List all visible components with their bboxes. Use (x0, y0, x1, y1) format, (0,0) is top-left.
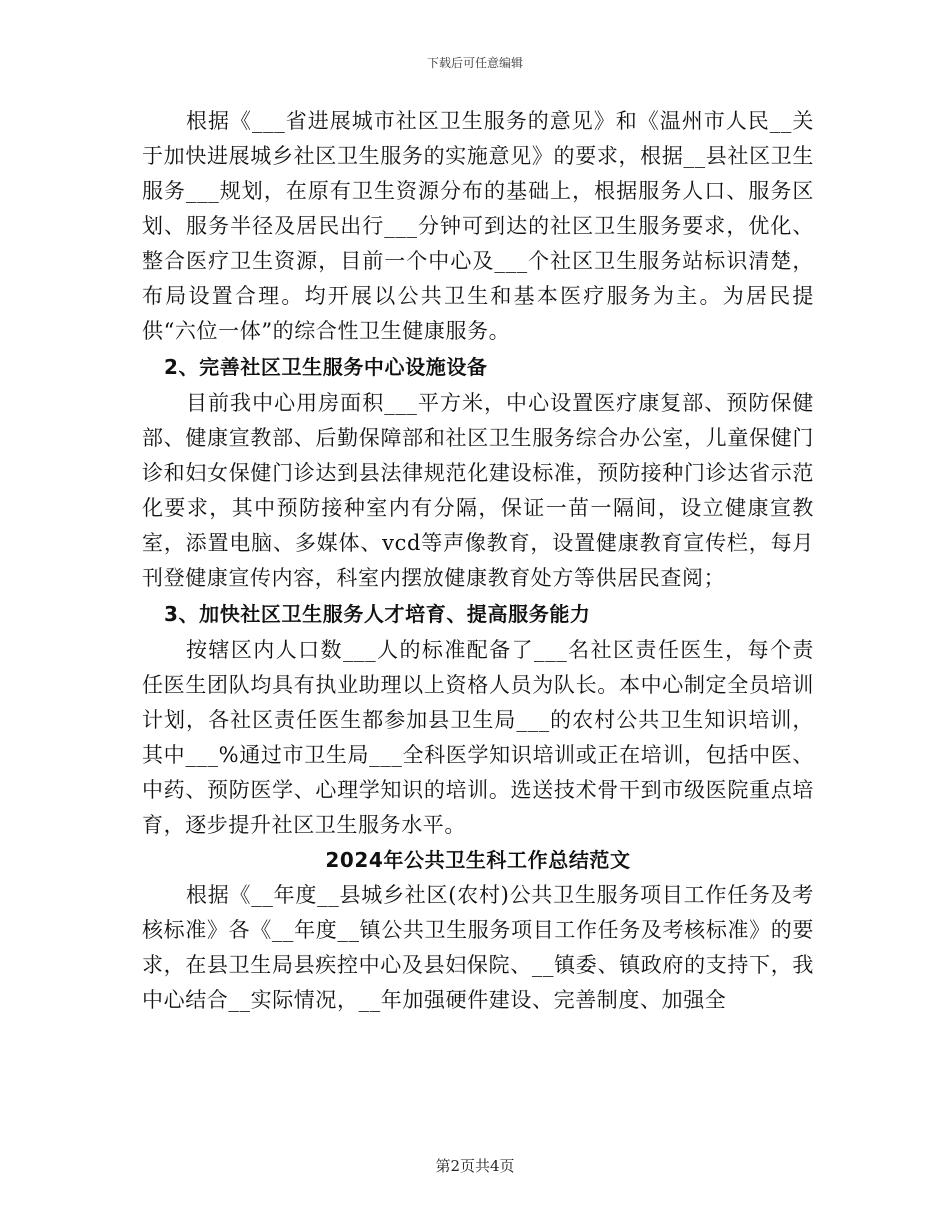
document-title: 2024年公共卫生科工作总结范文 (325, 848, 631, 872)
paragraph-summary: 根据《__年度__县城乡社区(农村)公共卫生服务项目工作任务及考核标准》各《__年度__镇公共卫生服务项目工作任务及考核标准》的要求，在县卫生局县疾控中心及县妇保院、__镇委、镇政府的支持下，我中心结合__实际情况，__年加强硬件建设、完善制度、加强全 (142, 883, 814, 1012)
paragraph-training: 按辖区内人口数___人的标准配备了___名社区责任医生，每个责任医生团队均具有执业助理以上资格人员为队长。本中心制定全员培训计划，各社区责任医生都参加县卫生局___的农村公共卫生知识培训，其中___%通过市卫生局___全科医学知识培训或正在培训，包括中医、中药、预防医学、心理学知识的培训。选送技术骨干到市级医院重点培育，逐步提升社区卫生服务水平。 (142, 638, 814, 837)
section-heading-3: 3、加快社区卫生服务人才培育、提高服务能力 (164, 602, 591, 626)
page-header-note: 下载后可任意编辑 (426, 56, 523, 70)
paragraph-intro: 根据《___省进展城市社区卫生服务的意见》和《温州市人民__关于加快进展城乡社区卫生服务的实施意见》的要求，根据__县社区卫生服务___规划，在原有卫生资源分布的基础上，根据服务人口、服务区划、服务半径及居民出行___分钟可到达的社区卫生服务要求，优化、整合医疗卫生资源，目前一个中心及___个社区卫生服务站标识清楚，布局设置合理。均开展以公共卫生和基本医疗服务为主。为居民提供“六位一体”的综合性卫生健康服务。 (142, 109, 814, 343)
section-heading-2: 2、完善社区卫生服务中心设施设备 (164, 355, 488, 379)
document-body (142, 104, 814, 1018)
paragraph-facilities: 目前我中心用房面积___平方米，中心设置医疗康复部、预防保健部、健康宣教部、后勤保障部和社区卫生服务综合办公室，儿童保健门诊和妇女保健门诊达到县法律规范化建设标准，预防接种门诊达省示范化要求，其中预防接种室内有分隔，保证一苗一隔间，设立健康宣教室，添置电脑、多媒体、vcd等声像教育，设置健康教育宣传栏，每月刊登健康宣传内容，科室内摆放健康教育处方等供居民查阅； (142, 391, 814, 590)
page-number: 第2页共4页 (435, 1157, 515, 1175)
